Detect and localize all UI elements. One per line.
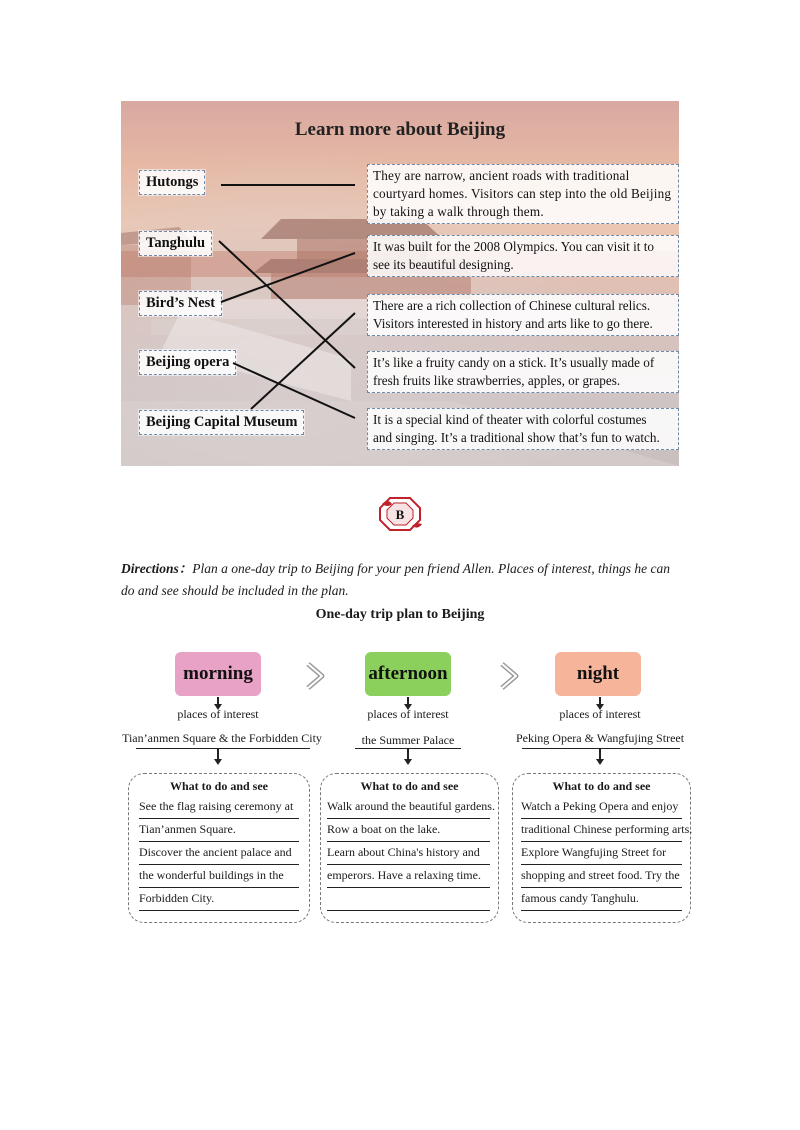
todo-line: Walk around the beautiful gardens.: [327, 796, 490, 819]
place-afternoon: the Summer Palace: [361, 733, 455, 747]
directions-label: Directions：: [121, 561, 193, 576]
term-beijing-capital-museum[interactable]: Beijing Capital Museum: [139, 410, 304, 435]
period-morning: morning: [175, 652, 261, 696]
term-hutongs[interactable]: Hutongs: [139, 170, 205, 195]
svg-text:B: B: [395, 507, 405, 522]
todo-line: famous candy Tanghulu.: [521, 888, 682, 911]
matching-panel: [121, 101, 679, 466]
todo-line: [327, 888, 490, 911]
description-line: It was built for the 2008 Olympics. You can visit it to: [373, 239, 654, 254]
description-line: Visitors interested in history and arts like to go there.: [373, 316, 653, 331]
directions-body: Plan a one-day trip to Beijing for your pen friend Allen. Places of interest, things he can do and see should be included in the plan.: [121, 561, 670, 598]
description-line: It is a special kind of theater with colorful costumes: [373, 412, 647, 427]
period-afternoon: afternoon: [365, 652, 451, 696]
description-line: They are narrow, ancient roads with traditional: [373, 168, 630, 183]
todo-line: shopping and street food. Try the: [521, 865, 682, 888]
todo-heading: What to do and see: [360, 779, 459, 793]
b-logo-icon: [376, 495, 424, 533]
arrow-down-icon: [214, 759, 222, 765]
places-label: places of interest: [559, 707, 641, 721]
todo-line: Tian’anmen Square.: [139, 819, 299, 842]
todo-line: traditional Chinese performing arts.: [521, 819, 682, 842]
directions-text: [121, 558, 686, 602]
chevron-right-icon: [302, 660, 330, 692]
underline: [522, 748, 680, 749]
todo-heading: What to do and see: [552, 779, 651, 793]
todo-line: Learn about China's history and: [327, 842, 490, 865]
plan-title: One-day trip plan to Beijing: [315, 607, 485, 622]
todo-card-afternoon: [320, 773, 499, 923]
term-birds-nest[interactable]: Bird’s Nest: [139, 291, 222, 316]
description-line: courtyard homes. Visitors can step into the old Beijing: [373, 186, 672, 201]
todo-line: Forbidden City.: [139, 888, 299, 911]
todo-card-night: [512, 773, 691, 923]
description-line: by taking a walk through them.: [373, 204, 544, 219]
arrow-down-icon: [404, 759, 412, 765]
todo-line: Watch a Peking Opera and enjoy: [521, 796, 682, 819]
description-line: see its beautiful designing.: [373, 257, 514, 272]
chevron-right-icon: [496, 660, 524, 692]
term-beijing-opera[interactable]: Beijing opera: [139, 350, 236, 375]
matching-lines: [121, 101, 679, 466]
todo-line: Explore Wangfujing Street for: [521, 842, 682, 865]
description-line: It’s like a fruity candy on a stick. It’s usually made of: [373, 355, 655, 370]
description-line: fresh fruits like strawberries, apples, or grapes.: [373, 373, 621, 388]
place-morning: Tian’anmen Square & the Forbidden City: [122, 731, 322, 745]
todo-line: Row a boat on the lake.: [327, 819, 490, 842]
todo-line: emperors. Have a relaxing time.: [327, 865, 490, 888]
todo-line: Discover the ancient palace and: [139, 842, 299, 865]
todo-card-morning: [128, 773, 310, 923]
match-line-beijing-opera: [233, 363, 355, 418]
places-label: places of interest: [177, 707, 259, 721]
term-tanghulu[interactable]: Tanghulu: [139, 231, 212, 256]
place-night: Peking Opera & Wangfujing Street: [515, 731, 685, 745]
underline: [136, 748, 310, 749]
period-night: night: [555, 652, 641, 696]
todo-heading: What to do and see: [169, 779, 268, 793]
places-label: places of interest: [367, 707, 449, 721]
description-line: There are a rich collection of Chinese cultural relics.: [373, 298, 651, 313]
description-line: and singing. It’s a traditional show that’s fun to watch.: [373, 430, 660, 445]
arrow-down-icon: [596, 759, 604, 765]
todo-line: See the flag raising ceremony at: [139, 796, 299, 819]
panel-title: Learn more about Beijing: [294, 119, 506, 140]
todo-line: the wonderful buildings in the: [139, 865, 299, 888]
